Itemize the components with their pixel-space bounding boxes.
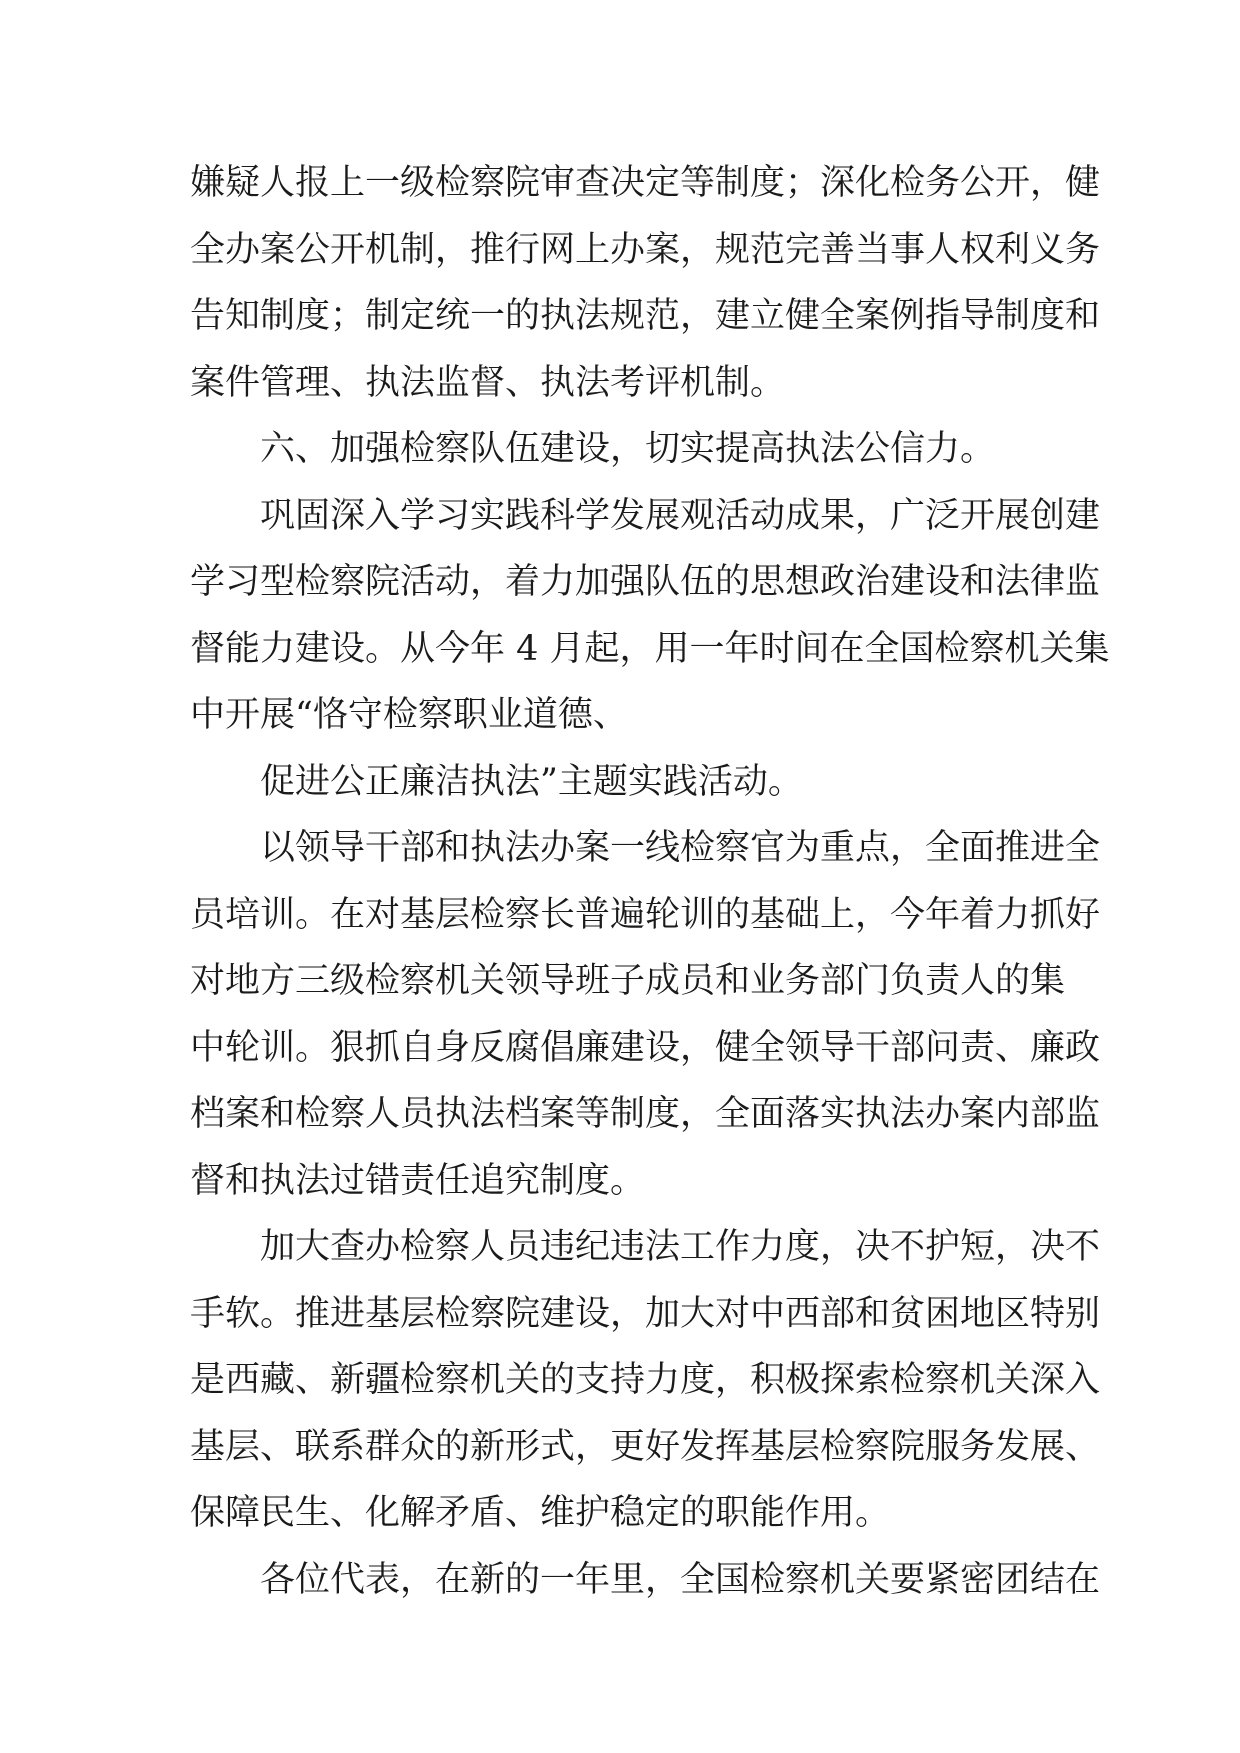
text-line: 告知制度；制定统一的执法规范，建立健全案例指导制度和 [190, 296, 1101, 336]
text-line: 档案和检察人员执法档案等制度，全面落实执法办案内部监 [190, 1094, 1101, 1134]
text-line: 手软。推进基层检察院建设，加大对中西部和贫困地区特别 [190, 1293, 1101, 1334]
text-line: 基层、联系群众的新形式，更好发挥基层检察院服务发展、 [190, 1426, 1101, 1467]
text-line: 以领导干部和执法办案一线检察官为重点，全面推进全 [260, 828, 1101, 868]
text-line: 中开展“恪守检察职业道德、 [190, 695, 628, 735]
text-line: 对地方三级检察机关领导班子成员和业务部门负责人的集 [190, 961, 1066, 1001]
text-line: 督能力建设。从今年 4 月起，用一年时间在全国检察机关集 [190, 628, 1110, 669]
body-text [190, 150, 1110, 1613]
text-line: 员培训。在对基层检察长普遍轮训的基础上，今年着力抓好 [190, 894, 1101, 935]
section-heading: 六、加强检察队伍建设，切实提高执法公信力。 [260, 429, 996, 469]
text-line: 学习型检察院活动，着力加强队伍的思想政治建设和法律监 [190, 562, 1101, 602]
text-line: 巩固深入学习实践科学发展观活动成果，广泛开展创建 [260, 495, 1101, 536]
text-line: 加大查办检察人员违纪违法工作力度，决不护短，决不 [260, 1227, 1101, 1267]
text-line: 嫌疑人报上一级检察院审查决定等制度；深化检务公开，健 [190, 163, 1101, 203]
text-line: 是西藏、新疆检察机关的支持力度，积极探索检察机关深入 [190, 1360, 1101, 1400]
text-line: 案件管理、执法监督、执法考评机制。 [190, 362, 786, 403]
text-line: 督和执法过错责任追究制度。 [190, 1160, 646, 1201]
text-line: 促进公正廉洁执法”主题实践活动。 [260, 761, 803, 802]
text-line: 中轮训。狠抓自身反腐倡廉建设，健全领导干部问责、廉政 [190, 1027, 1101, 1068]
text-line: 保障民生、化解矛盾、维护稳定的职能作用。 [190, 1493, 891, 1533]
text-line: 各位代表，在新的一年里，全国检察机关要紧密团结在 [260, 1559, 1101, 1600]
text-line: 全办案公开机制，推行网上办案，规范完善当事人权利义务 [190, 229, 1101, 270]
